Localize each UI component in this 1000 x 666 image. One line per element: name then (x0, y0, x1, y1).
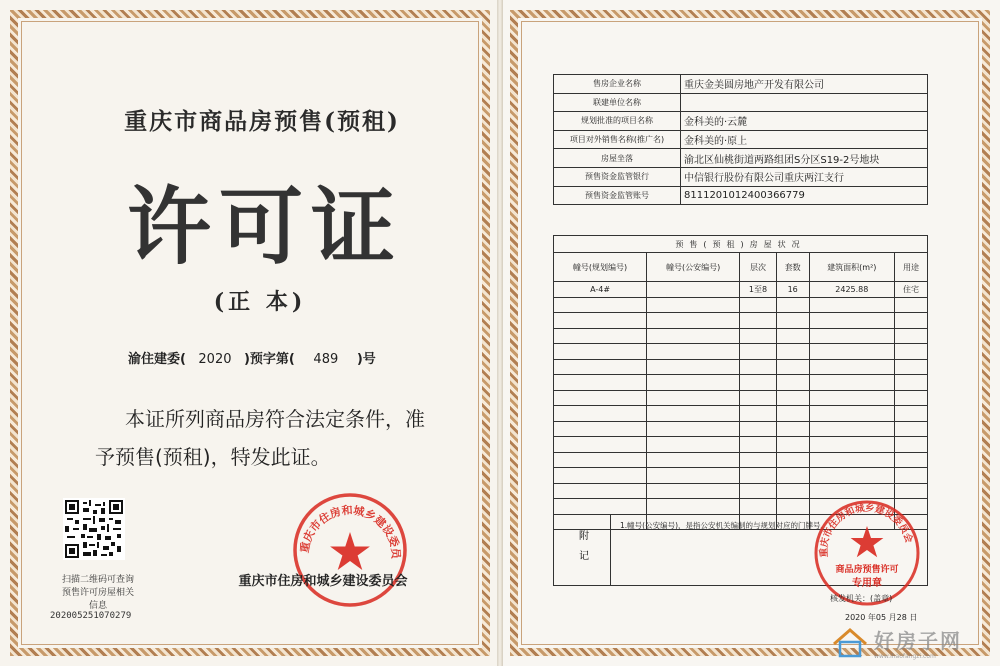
info-label: 预售资金监管银行 (554, 167, 681, 186)
info-row (554, 112, 928, 131)
empty-table-row (554, 390, 928, 406)
info-label: 预售资金监管账号 (554, 186, 681, 205)
svg-text:专用章: 专用章 (852, 578, 882, 589)
column-header: 幢号(公安编号) (647, 253, 740, 282)
info-label: 售房企业名称 (554, 75, 681, 94)
house-logo-icon (834, 630, 866, 656)
info-row (554, 167, 928, 186)
column-header: 层次 (740, 253, 776, 282)
remarks-note: 1.幢号(公安编号)，是指公安机关编制的与规划对应的门牌号。 (620, 521, 829, 530)
info-value (681, 93, 928, 112)
empty-table-row (554, 437, 928, 453)
empty-table-row (554, 359, 928, 375)
presale-seal (812, 498, 922, 608)
info-value: 8111201012400366779 (681, 186, 928, 205)
official-seal (290, 490, 410, 610)
info-row (554, 149, 928, 168)
issue-date: 2020 年05 月28 日 (845, 613, 918, 622)
page-fold (497, 0, 503, 666)
info-value: 重庆金美圆房地产开发有限公司 (681, 75, 928, 94)
svg-text:商品房预售许可: 商品房预售许可 (835, 565, 899, 575)
info-label: 房屋坐落 (554, 149, 681, 168)
info-label: 规划批准的项目名称 (554, 112, 681, 131)
info-label: 项目对外销售名称(推广名) (554, 130, 681, 149)
table-cell: A-4# (554, 282, 647, 298)
svg-text:好房子网: 好房子网 (874, 629, 962, 653)
certificate-subtitle: 重庆市商品房预售(预租) (124, 108, 400, 135)
empty-table-row (554, 483, 928, 499)
table-cell: 1至8 (740, 282, 776, 298)
project-info-table (553, 74, 928, 205)
qr-caption: 扫描二维码可查询预售许可房屋相关信息 (61, 575, 134, 611)
table-cell: 16 (776, 282, 809, 298)
units-caption: 预售(预租)房屋状况 (554, 236, 928, 253)
remarks-label: 附记 (554, 515, 611, 585)
units-header-row (554, 253, 928, 282)
empty-table-row (554, 344, 928, 360)
copy-type: (正 本) (213, 289, 307, 315)
table-cell (647, 282, 740, 298)
info-value: 金科美的·原上 (681, 130, 928, 149)
info-value: 中信银行股份有限公司重庆两江支行 (681, 167, 928, 186)
info-row (554, 130, 928, 149)
info-label: 联建单位名称 (554, 93, 681, 112)
column-header: 用途 (894, 253, 927, 282)
info-value: 金科美的·云麓 (681, 112, 928, 131)
column-header: 套数 (776, 253, 809, 282)
certificate-title: 许可证 (126, 177, 403, 276)
table-cell: 2425.88 (809, 282, 894, 298)
empty-table-row (554, 421, 928, 437)
qr-code[interactable] (63, 498, 125, 560)
table-row (554, 282, 928, 298)
certificate-statement: 本证所列商品房符合法定条件，准 予预售(预租)，特发此证。 (95, 407, 425, 469)
info-row (554, 186, 928, 205)
empty-table-row (554, 452, 928, 468)
info-value: 渝北区仙桃街道两路组团S分区S19-2号地块 (681, 149, 928, 168)
empty-table-row (554, 313, 928, 329)
units-table (553, 235, 928, 530)
svg-text:www.ihaofangzi.com: www.ihaofangzi.com (874, 653, 936, 660)
table-cell: 住宅 (894, 282, 927, 298)
empty-table-row (554, 328, 928, 344)
column-header: 建筑面积(m²) (809, 253, 894, 282)
empty-table-row (554, 297, 928, 313)
serial-number: 2020052510702​79 (50, 611, 132, 621)
empty-table-row (554, 406, 928, 422)
info-row (554, 75, 928, 94)
svg-text:重庆市住房和城乡建设委员会: 重庆市住房和城乡建设委员 (297, 503, 403, 560)
document-number: 渝住建委( 2020 )预字第( 489 )号 (128, 352, 376, 367)
empty-table-row (554, 468, 928, 484)
info-row (554, 93, 928, 112)
empty-table-row (554, 375, 928, 391)
site-watermark (828, 622, 988, 660)
issuing-org-label: 核发机关：(盖章) (830, 594, 893, 603)
svg-text:重庆市住房和城乡建设委员会: 重庆市住房和城乡建设委员会 (818, 502, 915, 558)
issuing-authority: 重庆市住房和城乡建设委员会 (238, 574, 408, 589)
column-header: 幢号(规划编号) (554, 253, 647, 282)
